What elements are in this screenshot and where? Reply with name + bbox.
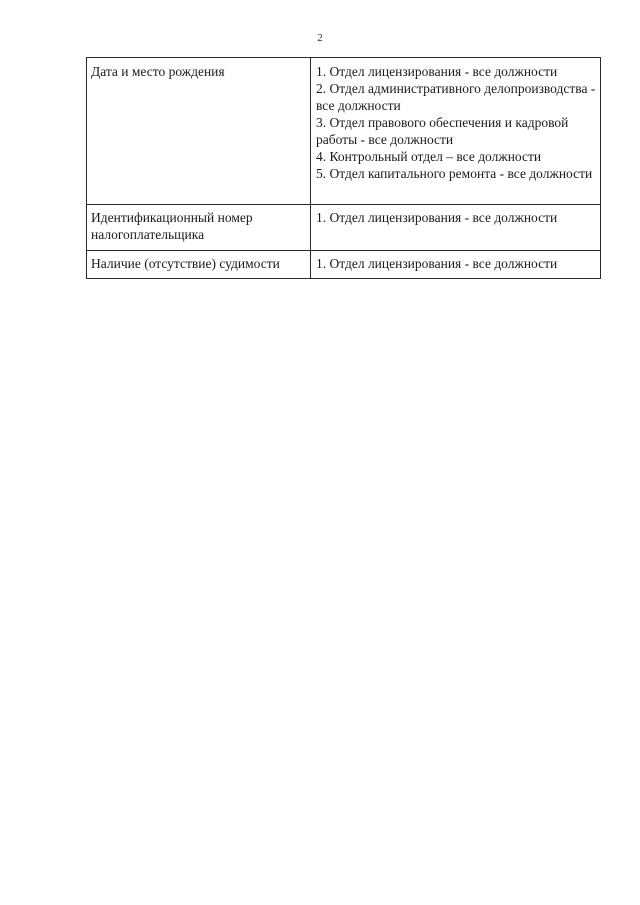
data-access-table — [86, 57, 601, 279]
department-item: 2. Отдел административного делопроизводства - все должности — [316, 81, 596, 113]
table-row — [87, 58, 601, 205]
department-item: 1. Отдел лицензирования - все должности — [316, 256, 558, 271]
row-label-cell — [87, 251, 311, 279]
row-label-cell — [87, 58, 311, 205]
departments-cell — [311, 251, 601, 279]
page-number: 2 — [317, 32, 323, 44]
department-item: 5. Отдел капитального ремонта - все должности — [316, 166, 593, 181]
departments-cell — [311, 205, 601, 251]
department-item: 3. Отдел правового обеспечения и кадровой работы - все должности — [316, 115, 569, 147]
table-row — [87, 251, 601, 279]
row-label: Дата и место рождения — [91, 64, 225, 79]
row-label-cell — [87, 205, 311, 251]
department-item: 1. Отдел лицензирования - все должности — [316, 210, 558, 225]
department-item: 1. Отдел лицензирования - все должности — [316, 64, 558, 79]
row-label: Идентификационный номер налогоплательщика — [91, 210, 253, 242]
departments-cell — [311, 58, 601, 205]
department-item: 4. Контрольный отдел – все должности — [316, 149, 542, 164]
row-label: Наличие (отсутствие) судимости — [91, 256, 280, 271]
table-row — [87, 205, 601, 251]
